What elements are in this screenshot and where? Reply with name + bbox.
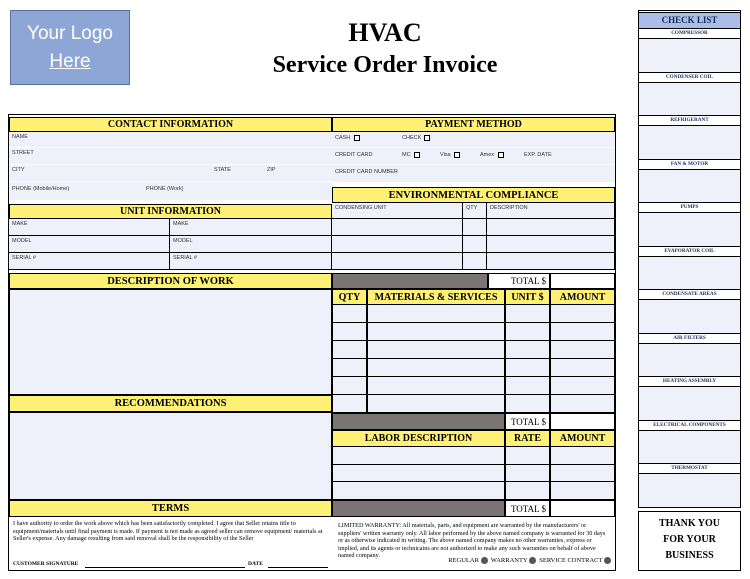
env-row-1-qty[interactable] xyxy=(463,219,487,236)
service-contract-radio[interactable] xyxy=(604,557,611,564)
description-of-work-header: DESCRIPTION OF WORK xyxy=(9,273,332,289)
checklist-item[interactable] xyxy=(638,73,741,117)
logo-placeholder xyxy=(10,10,130,85)
checklist-item[interactable] xyxy=(638,247,741,291)
contact-header: CONTACT INFORMATION xyxy=(9,117,332,132)
visa-checkbox[interactable] xyxy=(454,152,460,158)
checklist-item-label: AIR FILTERS xyxy=(639,334,740,344)
checklist-item-label: HEATING ASSEMBLY xyxy=(639,377,740,387)
materials-cell[interactable] xyxy=(367,377,505,395)
labor-amount-header: AMOUNT xyxy=(550,430,615,447)
serial-field-2[interactable] xyxy=(170,253,332,270)
materials-cell[interactable] xyxy=(550,359,615,377)
env-row-3-unit[interactable] xyxy=(332,253,463,270)
materials-cell[interactable] xyxy=(550,395,615,413)
materials-cell[interactable] xyxy=(332,377,367,395)
document-title: HVAC xyxy=(348,18,422,47)
total-spacer-1 xyxy=(332,273,488,289)
city-label: CITY xyxy=(12,167,25,173)
warranty-radio[interactable] xyxy=(529,557,536,564)
checklist-item-label: CONDENSATE AREAS xyxy=(639,290,740,300)
checklist-item-notes[interactable] xyxy=(639,300,740,333)
credit-card-number-field[interactable] xyxy=(332,165,615,183)
env-row-2-unit[interactable] xyxy=(332,236,463,253)
env-row-3-qty[interactable] xyxy=(463,253,487,270)
materials-cell[interactable] xyxy=(332,341,367,359)
serial-label-2: SERIAL # xyxy=(173,255,197,261)
labor-total-value[interactable] xyxy=(550,500,615,517)
model-label-2: MODEL xyxy=(173,238,193,244)
description-of-work-area[interactable] xyxy=(9,289,332,395)
credit-card-label: CREDIT CARD xyxy=(335,152,373,158)
materials-cell[interactable] xyxy=(550,305,615,323)
env-total-label: TOTAL $ xyxy=(488,273,550,289)
env-total-value[interactable] xyxy=(550,273,615,289)
checklist-item-label: REFRIGERANT xyxy=(639,116,740,126)
checklist-item-label: THERMOSTAT xyxy=(639,464,740,474)
materials-unit-header: UNIT $ xyxy=(505,289,550,305)
env-description-label: DESCRIPTION xyxy=(490,205,528,211)
thanks-line-2: FOR YOUR xyxy=(663,534,716,545)
zip-label: ZIP xyxy=(267,167,276,173)
materials-total-value[interactable] xyxy=(550,413,615,430)
labor-cell[interactable] xyxy=(332,447,505,465)
checklist-item[interactable] xyxy=(638,29,741,73)
mc-label: MC xyxy=(402,152,411,158)
labor-cell[interactable] xyxy=(505,465,550,483)
checklist-item-notes[interactable] xyxy=(639,344,740,377)
materials-cell[interactable] xyxy=(367,359,505,377)
recommendations-area[interactable] xyxy=(9,412,332,500)
checklist-item-label: COMPRESSOR xyxy=(639,29,740,39)
materials-cell[interactable] xyxy=(367,395,505,413)
credit-card-row xyxy=(332,148,615,165)
checklist-item-notes[interactable] xyxy=(639,474,740,507)
regular-radio[interactable] xyxy=(481,557,488,564)
materials-cell[interactable] xyxy=(367,323,505,341)
unit-header: UNIT INFORMATION xyxy=(9,204,332,219)
labor-cell[interactable] xyxy=(550,482,615,500)
regular-label: REGULAR xyxy=(448,557,479,564)
model-field-1[interactable] xyxy=(9,236,170,253)
logo-line-2: Here xyxy=(49,50,91,72)
exp-date-label: EXP. DATE xyxy=(524,152,552,158)
labor-total-label: TOTAL $ xyxy=(505,500,550,517)
thanks-line-1: THANK YOU xyxy=(658,518,721,529)
terms-text: I have authority to order the work above which has been satisfactorily completed. I agree that Seller retains title to equipment/materials until final payment is made. If payment is not made as agreed seller can remove equipment/ materials at Seller's expense. Any damage resulting from said removal shall be the responsibility of the Seller xyxy=(13,520,323,543)
checklist-item-notes[interactable] xyxy=(639,83,740,116)
credit-card-number-label: CREDIT CARD NUMBER xyxy=(335,169,398,175)
labor-cell[interactable] xyxy=(332,482,505,500)
name-label: NAME xyxy=(12,134,28,140)
labor-cell[interactable] xyxy=(550,447,615,465)
labor-cell[interactable] xyxy=(332,465,505,483)
materials-amount-header: AMOUNT xyxy=(550,289,615,305)
labor-rate-header: RATE xyxy=(505,430,550,447)
recommendations-header: RECOMMENDATIONS xyxy=(9,395,332,412)
total-spacer-3 xyxy=(332,500,505,517)
checklist-item[interactable] xyxy=(638,160,741,204)
env-qty-col xyxy=(463,203,487,219)
make-label-2: MAKE xyxy=(173,221,189,227)
checklist-item[interactable] xyxy=(638,421,741,465)
checklist-item-notes[interactable] xyxy=(639,387,740,420)
checklist-item-notes[interactable] xyxy=(639,257,740,290)
env-row-2-desc[interactable] xyxy=(487,236,615,253)
materials-qty-header: QTY xyxy=(332,289,367,305)
cash-check-row xyxy=(332,132,615,148)
serial-field-1[interactable] xyxy=(9,253,170,270)
labor-cell[interactable] xyxy=(505,482,550,500)
labor-cell[interactable] xyxy=(550,465,615,483)
customer-signature-line[interactable] xyxy=(85,567,245,568)
mc-checkbox[interactable] xyxy=(414,152,420,158)
checklist-item-label: EVAPORATOR COIL xyxy=(639,247,740,257)
env-row-2-qty[interactable] xyxy=(463,236,487,253)
materials-cell[interactable] xyxy=(332,395,367,413)
make-field-1[interactable] xyxy=(9,219,170,236)
materials-cell[interactable] xyxy=(550,341,615,359)
materials-cell[interactable] xyxy=(505,323,550,341)
environmental-header: ENVIRONMENTAL COMPLIANCE xyxy=(332,187,615,203)
thanks-line-3: BUSINESS xyxy=(665,550,714,561)
materials-services-header: MATERIALS & SERVICES xyxy=(367,289,505,305)
payment-header: PAYMENT METHOD xyxy=(332,117,615,132)
materials-cell[interactable] xyxy=(505,359,550,377)
materials-cell[interactable] xyxy=(505,395,550,413)
amex-checkbox[interactable] xyxy=(498,152,504,158)
cash-label: CASH xyxy=(335,135,351,141)
condensing-unit-label: CONDENSING UNIT xyxy=(335,205,387,211)
materials-cell[interactable] xyxy=(505,377,550,395)
materials-cell[interactable] xyxy=(550,377,615,395)
materials-cell[interactable] xyxy=(505,305,550,323)
labor-description-header: LABOR DESCRIPTION xyxy=(332,430,505,447)
checklist-item-notes[interactable] xyxy=(639,39,740,72)
service-contract-label: SERVICE CONTRACT xyxy=(539,557,603,564)
env-row-1-desc[interactable] xyxy=(487,219,615,236)
checklist-item-label: PUMPS xyxy=(639,203,740,213)
checklist-item-label: CONDENSER COIL xyxy=(639,73,740,83)
materials-cell[interactable] xyxy=(367,305,505,323)
condensing-unit-col xyxy=(332,203,463,219)
materials-cell[interactable] xyxy=(367,341,505,359)
city-state-zip-field[interactable] xyxy=(9,165,332,182)
phone-mobile-label: PHONE (Mobile/Home) xyxy=(12,186,70,192)
model-label-1: MODEL xyxy=(12,238,32,244)
checklist-item[interactable] xyxy=(638,116,741,160)
warranty-text: LIMITED WARRANTY: All materials, parts, and equipment are warranted by the manufacturers' or suppliers' written warranty only. All labor performed by the above named company is warranted for 30 days or as otherwise indicated in writing. The above named company makes no other warranties, express or implied, and its agents or technicains are not authorized to make any such warranties on behalf of above named company. xyxy=(338,522,606,560)
materials-cell[interactable] xyxy=(505,341,550,359)
document-subtitle: Service Order Invoice xyxy=(272,52,498,78)
materials-cell[interactable] xyxy=(332,323,367,341)
check-label: CHECK xyxy=(402,135,422,141)
phone-work-label: PHONE (Work) xyxy=(146,186,184,192)
total-spacer-2 xyxy=(332,413,505,430)
terms-header: TERMS xyxy=(9,500,332,517)
checklist-item[interactable] xyxy=(638,464,741,508)
materials-total-label: TOTAL $ xyxy=(505,413,550,430)
checklist-item-notes[interactable] xyxy=(639,431,740,464)
phone-field[interactable] xyxy=(9,182,332,201)
visa-label: Visa xyxy=(440,152,451,158)
check-checkbox[interactable] xyxy=(424,135,430,141)
warranty-options xyxy=(332,557,615,569)
checklist-item[interactable] xyxy=(638,290,741,334)
checklist-item[interactable] xyxy=(638,377,741,421)
serial-label-1: SERIAL # xyxy=(12,255,36,261)
make-label-1: MAKE xyxy=(12,221,28,227)
checklist-header: CHECK LIST xyxy=(638,12,741,29)
materials-cell[interactable] xyxy=(332,305,367,323)
labor-cell[interactable] xyxy=(505,447,550,465)
checklist-item-notes[interactable] xyxy=(639,213,740,246)
street-label: STREET xyxy=(12,150,34,156)
date-line[interactable] xyxy=(268,567,328,568)
model-field-2[interactable] xyxy=(170,236,332,253)
warranty-label: WARRANTY xyxy=(490,557,528,564)
env-row-1-unit[interactable] xyxy=(332,219,463,236)
amex-label: Amex xyxy=(480,152,495,158)
street-field[interactable] xyxy=(9,148,332,165)
state-label: STATE xyxy=(214,167,231,173)
env-row-3-desc[interactable] xyxy=(487,253,615,270)
thank-you-box xyxy=(638,511,741,571)
cash-checkbox[interactable] xyxy=(354,135,360,141)
materials-cell[interactable] xyxy=(332,359,367,377)
env-description-col xyxy=(487,203,615,219)
materials-cell[interactable] xyxy=(550,323,615,341)
logo-line-1: Your Logo xyxy=(27,22,113,44)
name-field[interactable] xyxy=(9,132,332,148)
date-label: DATE xyxy=(248,561,263,567)
customer-signature-label: CUSTOMER SIGNATURE xyxy=(13,561,79,567)
env-qty-label: QTY xyxy=(466,205,478,211)
checklist-item-label: ELECTRICAL COMPONENTS xyxy=(639,421,740,431)
checklist-item[interactable] xyxy=(638,203,741,247)
checklist-item[interactable] xyxy=(638,334,741,378)
make-field-2[interactable] xyxy=(170,219,332,236)
checklist-item-label: FAN & MOTOR xyxy=(639,160,740,170)
checklist-item-notes[interactable] xyxy=(639,170,740,203)
checklist-item-notes[interactable] xyxy=(639,126,740,159)
